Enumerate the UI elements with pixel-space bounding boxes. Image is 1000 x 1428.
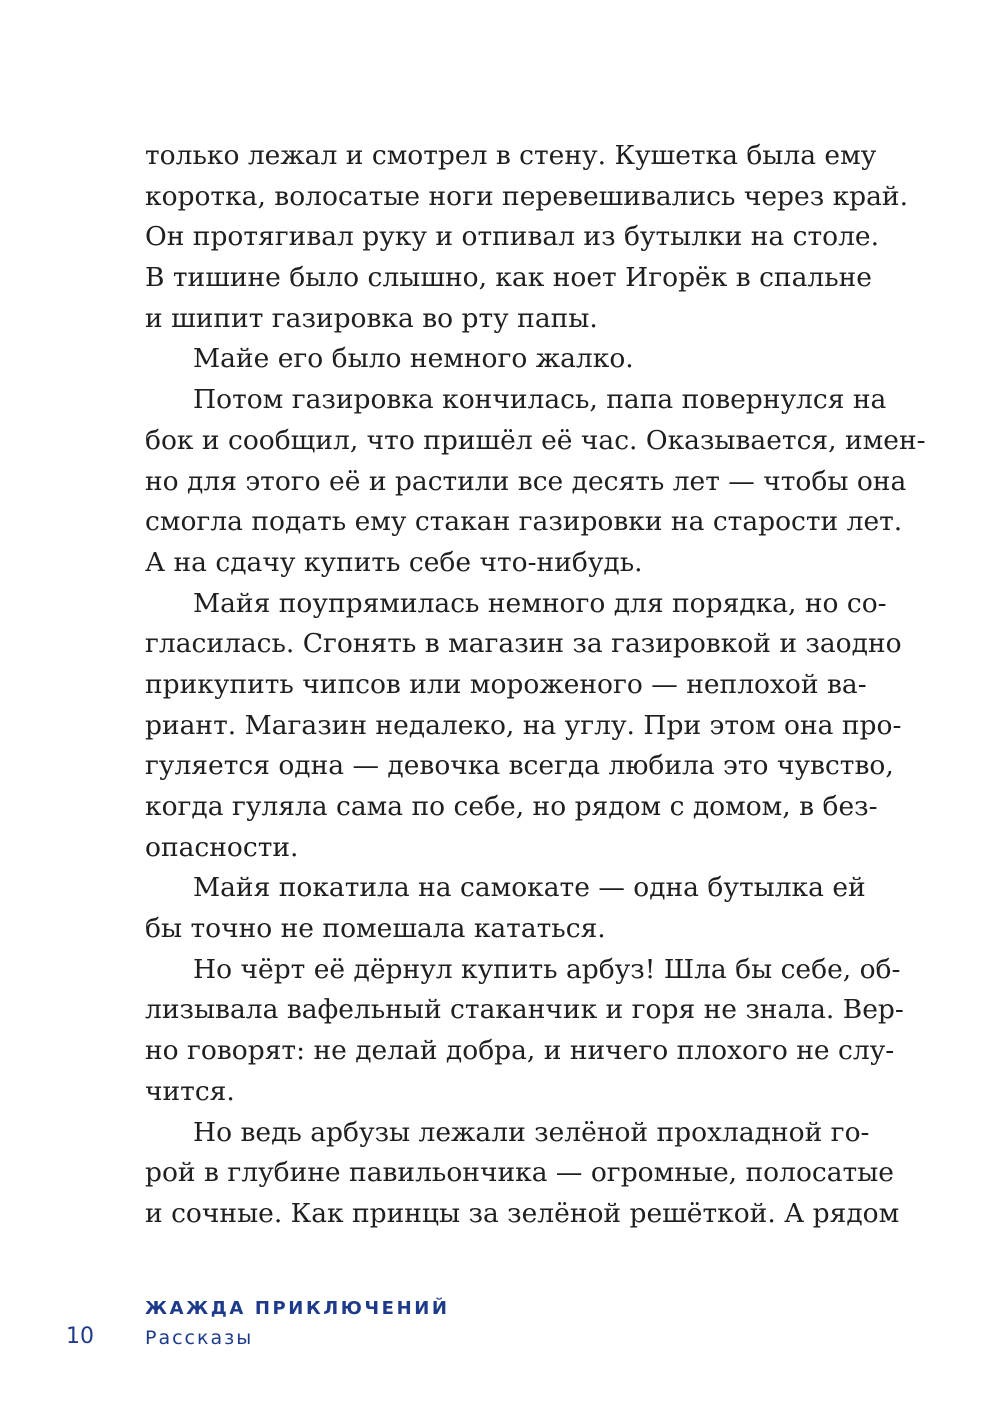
text-line: коротка, волосатые ноги перевешивались через край. xyxy=(145,180,908,212)
text-line: Майе его было немного жалко. xyxy=(193,343,634,375)
text-line: только лежал и смотрел в стену. Кушетка была ему xyxy=(145,140,877,171)
text-line: гласилась. Сгонять в магазин за газировкой и заодно xyxy=(145,628,902,660)
text-line: Майя покатила на самокате — одна бутылка ей xyxy=(193,872,866,904)
text-line: но для этого её и растили все десять лет — чтобы она xyxy=(145,465,907,497)
text-line: прикупить чипсов или мороженого — неплохой ва- xyxy=(145,668,867,700)
body-text xyxy=(145,136,926,1235)
text-line: А на сдачу купить себе что-нибудь. xyxy=(145,546,643,578)
text-line: Но ведь арбузы лежали зелёной прохладной го- xyxy=(193,1116,870,1148)
text-line: и сочные. Как принцы за зелёной решёткой. А рядом xyxy=(145,1197,900,1229)
text-line: и шипит газировка во рту папы. xyxy=(145,302,598,334)
text-line: Он протягивал руку и отпивал из бутылки на столе. xyxy=(145,221,880,253)
text-line: когда гуляла сама по себе, но рядом с домом, в без- xyxy=(145,791,878,822)
text-line: опасности. xyxy=(145,831,299,863)
text-line: В тишине было слышно, как ноет Игорёк в спальне xyxy=(145,262,872,294)
text-line: Но чёрт её дёрнул купить арбуз! Шла бы себе, об- xyxy=(193,953,901,985)
footer-subtitle: Рассказы xyxy=(145,1327,254,1349)
text-line: Майя поупрямилась немного для порядка, но со- xyxy=(193,587,887,619)
text-line: бы точно не помешала кататься. xyxy=(145,913,606,945)
text-line: смогла подать ему стакан газировки на старости лет. xyxy=(145,506,903,538)
text-line: Потом газировка кончилась, папа повернулся на xyxy=(193,384,887,416)
footer-series-title: ЖАЖДА ПРИКЛЮЧЕНИЙ xyxy=(145,1298,450,1319)
text-line: лизывала вафельный стаканчик и горя не знала. Вер- xyxy=(145,994,904,1026)
page-number: 10 xyxy=(66,1324,94,1349)
text-line: риант. Магазин недалеко, на углу. При этом она про- xyxy=(145,709,902,741)
text-line: рой в глубине павильончика — огромные, полосатые xyxy=(145,1157,894,1189)
text-line: гуляется одна — девочка всегда любила это чувство, xyxy=(145,750,894,782)
text-line: чится. xyxy=(145,1075,235,1107)
text-line: бок и сообщил, что пришёл её час. Оказывается, имен- xyxy=(145,424,926,456)
text-line: но говорят: не делай добра, и ничего плохого не слу- xyxy=(145,1035,895,1067)
